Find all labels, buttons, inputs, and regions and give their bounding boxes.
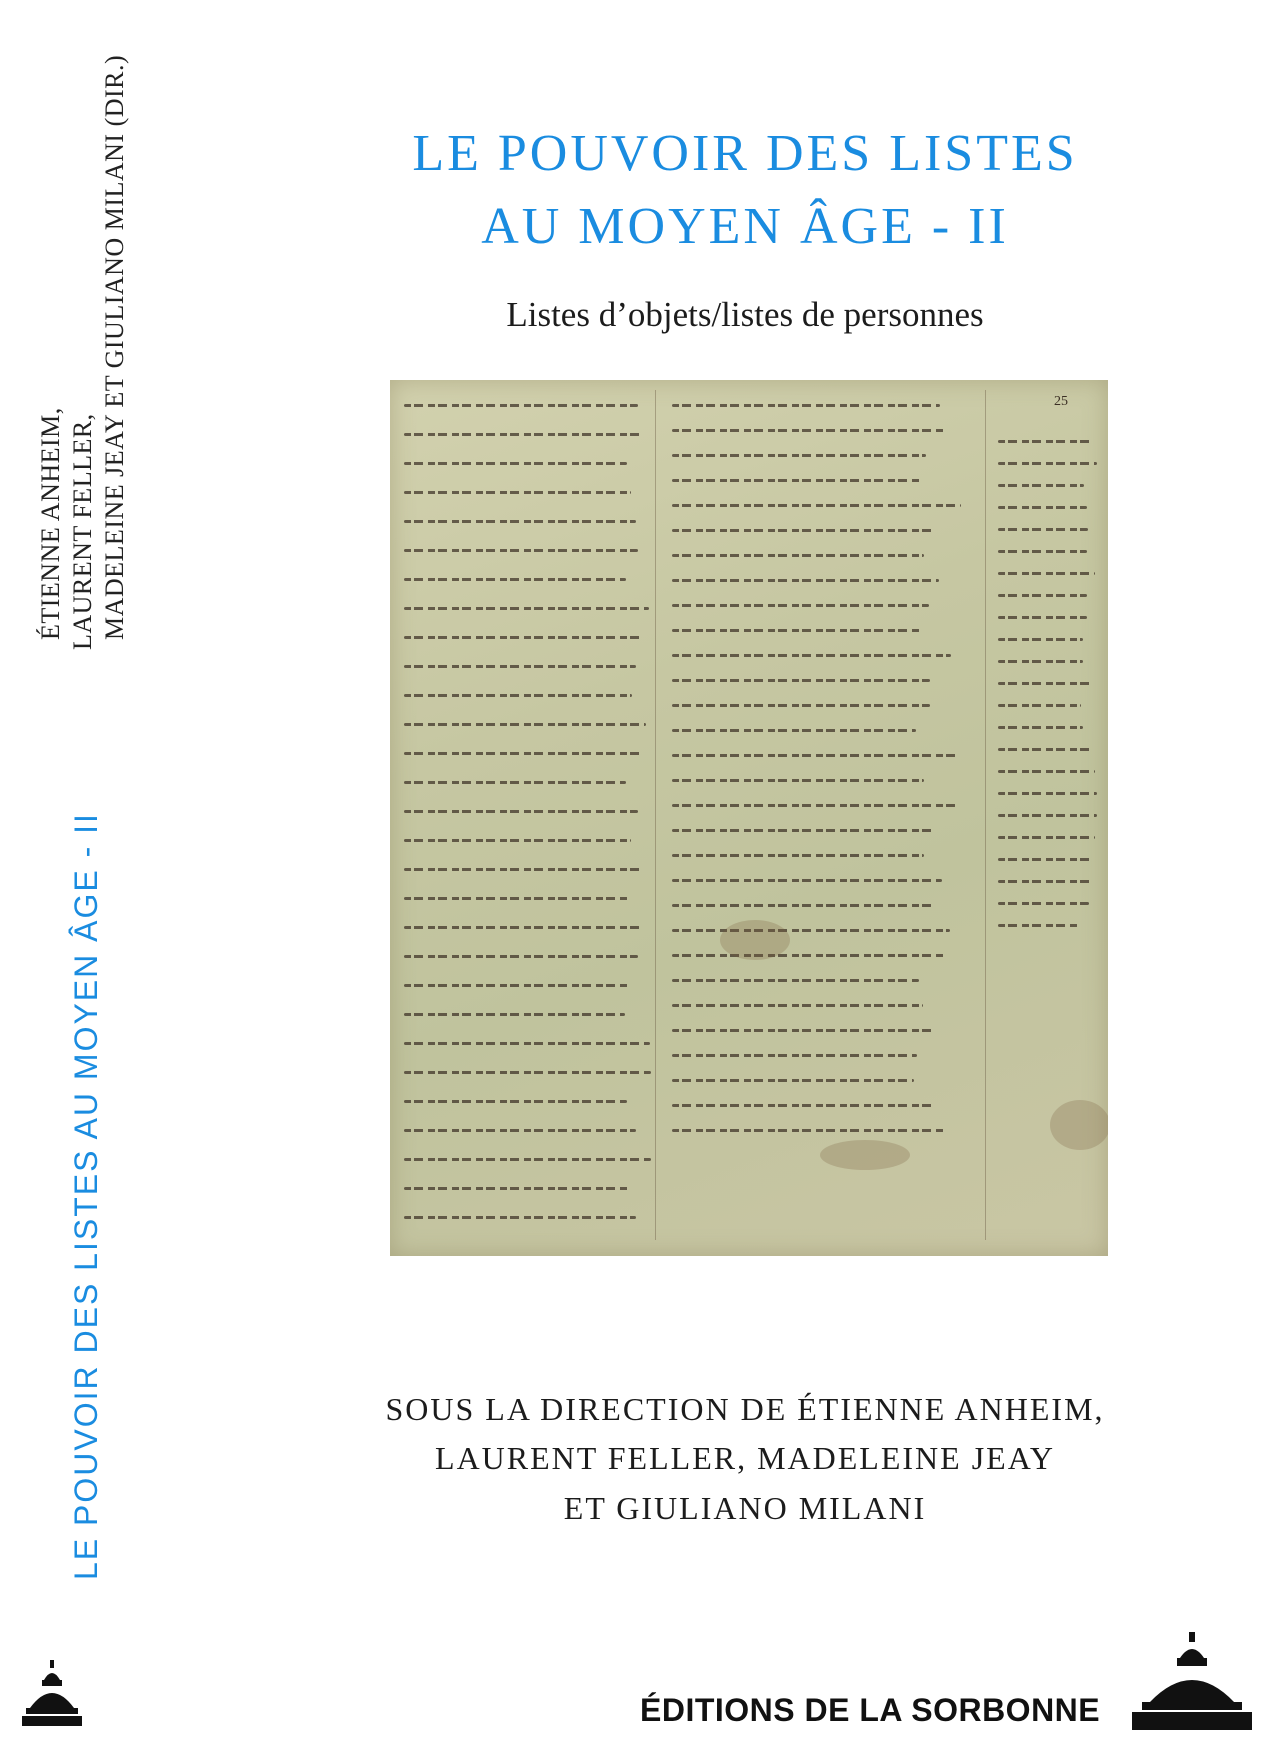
manuscript-handwriting-line <box>672 754 958 757</box>
manuscript-handwriting-line <box>672 929 950 932</box>
manuscript-handwriting-line <box>404 868 643 871</box>
manuscript-handwriting-line <box>998 924 1078 927</box>
manuscript-handwriting-line <box>998 462 1097 465</box>
sorbonne-dome-icon <box>1132 1632 1252 1732</box>
manuscript-handwriting-line <box>672 654 951 657</box>
manuscript-handwriting-line <box>404 665 636 668</box>
manuscript-handwriting-line <box>998 638 1083 641</box>
manuscript-handwriting-line <box>404 636 641 639</box>
manuscript-handwriting-line <box>404 1013 625 1016</box>
publisher-name: ÉDITIONS DE LA SORBONNE <box>640 1692 1101 1728</box>
manuscript-handwriting-line <box>404 723 646 726</box>
manuscript-handwriting-line <box>998 682 1093 685</box>
manuscript-handwriting-line <box>672 1129 946 1132</box>
manuscript-handwriting-line <box>672 1104 933 1107</box>
manuscript-handwriting-line <box>998 550 1087 553</box>
manuscript-handwriting-line <box>672 554 924 557</box>
manuscript-column-rule <box>985 390 986 1240</box>
manuscript-column-rule <box>655 390 656 1240</box>
manuscript-handwriting-line <box>998 770 1095 773</box>
manuscript-handwriting-line <box>672 1004 923 1007</box>
manuscript-handwriting-line <box>672 704 930 707</box>
manuscript-handwriting-line <box>672 879 942 882</box>
manuscript-handwriting-line <box>404 433 640 436</box>
manuscript-handwriting-line <box>998 506 1087 509</box>
manuscript-handwriting-line <box>672 629 920 632</box>
editors-line-3: ET GIULIANO MILANI <box>563 1490 927 1526</box>
manuscript-handwriting-line <box>672 404 940 407</box>
manuscript-handwriting-line <box>404 520 636 523</box>
sorbonne-dome-icon <box>22 1660 82 1728</box>
manuscript-handwriting-line <box>672 429 946 432</box>
manuscript-handwriting-line <box>998 484 1084 487</box>
manuscript-handwriting-line <box>672 604 929 607</box>
manuscript-handwriting-line <box>404 1042 650 1045</box>
editors-line-2: LAURENT FELLER, MADELEINE JEAY <box>435 1440 1055 1476</box>
manuscript-stain <box>720 920 790 960</box>
manuscript-handwriting-line <box>998 726 1083 729</box>
manuscript-handwriting-line <box>672 804 956 807</box>
spine-author-line-1: ÉTIENNE ANHEIM, <box>36 407 65 640</box>
manuscript-handwriting-line <box>404 1071 651 1074</box>
manuscript-handwriting-line <box>672 729 916 732</box>
manuscript-handwriting-line <box>998 814 1097 817</box>
manuscript-image <box>390 380 1108 1256</box>
manuscript-page-number: 25 <box>1054 394 1068 409</box>
manuscript-handwriting-line <box>404 926 640 929</box>
manuscript-handwriting-line <box>404 404 638 407</box>
book-title-line-1: LE POUVOIR DES LISTES <box>412 125 1078 182</box>
editors-line-1: SOUS LA DIRECTION DE ÉTIENNE ANHEIM, <box>385 1391 1105 1427</box>
manuscript-handwriting-line <box>998 528 1088 531</box>
manuscript-handwriting-line <box>672 579 939 582</box>
manuscript-handwriting-line <box>672 454 926 457</box>
manuscript-handwriting-line <box>404 491 631 494</box>
manuscript-handwriting-line <box>404 1216 636 1219</box>
manuscript-handwriting-line <box>404 1100 627 1103</box>
manuscript-handwriting-line <box>998 836 1095 839</box>
manuscript-handwriting-line <box>404 810 638 813</box>
manuscript-handwriting-line <box>672 504 961 507</box>
manuscript-handwriting-line <box>998 572 1095 575</box>
manuscript-handwriting-line <box>404 897 628 900</box>
manuscript-handwriting-line <box>404 578 626 581</box>
book-spine <box>0 0 129 1743</box>
manuscript-handwriting-line <box>672 904 932 907</box>
manuscript-handwriting-line <box>672 829 936 832</box>
manuscript-handwriting-line <box>672 779 924 782</box>
manuscript-handwriting-line <box>998 440 1091 443</box>
manuscript-handwriting-line <box>998 748 1093 751</box>
manuscript-handwriting-line <box>404 1187 629 1190</box>
manuscript-handwriting-line <box>404 752 642 755</box>
manuscript-handwriting-line <box>998 594 1087 597</box>
manuscript-handwriting-line <box>998 660 1083 663</box>
manuscript-handwriting-line <box>404 839 631 842</box>
manuscript-handwriting-line <box>672 854 924 857</box>
manuscript-handwriting-line <box>672 679 930 682</box>
manuscript-handwriting-line <box>998 704 1081 707</box>
manuscript-handwriting-line <box>404 1158 651 1161</box>
manuscript-handwriting-line <box>998 616 1087 619</box>
manuscript-handwriting-line <box>998 902 1089 905</box>
manuscript-handwriting-line <box>672 529 934 532</box>
manuscript-stain <box>1050 1100 1108 1150</box>
manuscript-handwriting-line <box>672 479 921 482</box>
manuscript-handwriting-line <box>404 984 629 987</box>
manuscript-handwriting-line <box>672 979 919 982</box>
manuscript-handwriting-line <box>672 1029 935 1032</box>
manuscript-handwriting-line <box>404 955 638 958</box>
manuscript-handwriting-line <box>672 1054 917 1057</box>
manuscript-handwriting-line <box>998 880 1091 883</box>
manuscript-handwriting-line <box>672 1079 914 1082</box>
spine-author-line-2: LAURENT FELLER, <box>68 413 97 650</box>
manuscript-handwriting-line <box>404 549 638 552</box>
book-title-line-2: AU MOYEN ÂGE - II <box>481 198 1009 255</box>
manuscript-handwriting-line <box>404 1129 636 1132</box>
manuscript-handwriting-line <box>672 954 945 957</box>
manuscript-handwriting-line <box>404 462 627 465</box>
book-subtitle: Listes d’objets/listes de personnes <box>506 295 984 334</box>
manuscript-handwriting-line <box>404 781 626 784</box>
spine-author-line-3: MADELEINE JEAY ET GIULIANO MILANI (DIR.) <box>100 54 129 640</box>
manuscript-stain <box>820 1140 910 1170</box>
manuscript-handwriting-line <box>404 694 632 697</box>
spine-title: LE POUVOIR DES LISTES AU MOYEN ÂGE - II <box>68 812 104 1580</box>
manuscript-handwriting-line <box>998 792 1097 795</box>
manuscript-handwriting-line <box>998 858 1093 861</box>
manuscript-handwriting-line <box>404 607 649 610</box>
